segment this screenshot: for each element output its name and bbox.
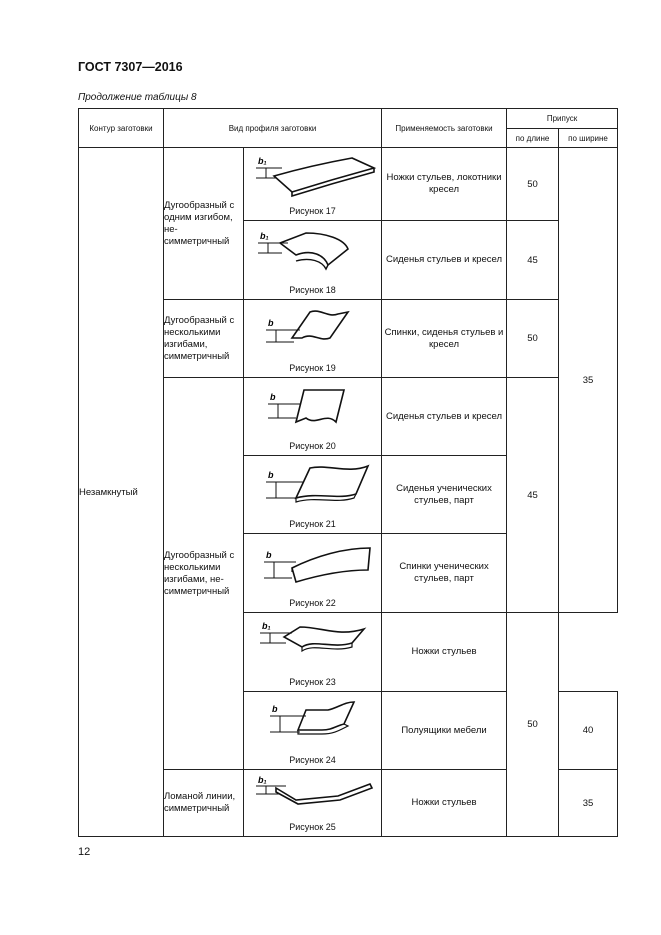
svg-text:b₁: b₁ xyxy=(260,231,269,241)
header-applicability: Применяемость заготовки xyxy=(382,109,507,148)
figure-caption: Рисунок 17 xyxy=(289,206,336,216)
allowance-table xyxy=(78,108,618,837)
svg-text:b: b xyxy=(268,318,274,328)
contour-cell: Незамкнутый xyxy=(79,148,164,837)
applicability-cell: Ножки стульев xyxy=(382,770,507,837)
svg-text:b₁: b₁ xyxy=(262,621,271,631)
applicability-cell: Сиденья стульев и кресел xyxy=(382,378,507,456)
svg-text:b₁: b₁ xyxy=(258,775,267,785)
profile-drawing-icon xyxy=(252,696,376,746)
applicability-cell: Сиденья стульев и кресел xyxy=(382,221,507,300)
by-width-cell: 40 xyxy=(559,692,618,770)
profile-drawing-icon xyxy=(252,460,376,510)
figure-caption: Рисунок 23 xyxy=(289,677,336,687)
applicability-cell: Ножки стульев, локотники кресел xyxy=(382,148,507,221)
applicability-cell: Сиденья ученических стульев, парт xyxy=(382,456,507,534)
figure-cell xyxy=(244,613,382,692)
figure-caption: Рисунок 22 xyxy=(289,598,336,608)
header-by-length: по длине xyxy=(507,129,559,148)
by-length-cell: 50 xyxy=(507,613,559,837)
figure-caption: Рисунок 19 xyxy=(289,363,336,373)
by-length-cell: 45 xyxy=(507,221,559,300)
svg-text:b: b xyxy=(266,550,272,560)
svg-text:b: b xyxy=(272,704,278,714)
shape-group-cell: Ломаной линии, симметричный xyxy=(164,770,244,837)
by-width-cell: 35 xyxy=(559,770,618,837)
by-width-cell: 35 xyxy=(559,148,618,613)
figure-caption: Рисунок 18 xyxy=(289,285,336,295)
figure-cell xyxy=(244,692,382,770)
svg-text:b: b xyxy=(268,470,274,480)
shape-group-cell: Дугообразный с несколькими изгибами, симметричный xyxy=(164,300,244,378)
figure-cell xyxy=(244,378,382,456)
profile-drawing-icon xyxy=(252,774,376,824)
profile-drawing-icon xyxy=(252,617,376,667)
figure-cell xyxy=(244,221,382,300)
by-length-cell: 45 xyxy=(507,378,559,613)
profile-drawing-icon xyxy=(252,304,376,354)
applicability-cell: Ножки стульев xyxy=(382,613,507,692)
table-continuation-label: Продолжение таблицы 8 xyxy=(78,92,197,103)
shape-group-cell: Дугообразный с одним изгибом, не-симметричный xyxy=(164,148,244,300)
svg-text:b: b xyxy=(270,392,276,402)
header-profile: Вид профиля заготовки xyxy=(164,109,382,148)
shape-group-cell: Дугообразный с несколькими изгибами, не-симметричный xyxy=(164,378,244,770)
svg-text:b₁: b₁ xyxy=(258,156,267,166)
profile-drawing-icon xyxy=(252,225,376,275)
figure-cell xyxy=(244,534,382,613)
document-title: ГОСТ 7307—2016 xyxy=(78,60,183,74)
figure-cell xyxy=(244,770,382,837)
figure-cell xyxy=(244,148,382,221)
applicability-cell: Спинки, сиденья стульев и кресел xyxy=(382,300,507,378)
figure-caption: Рисунок 21 xyxy=(289,519,336,529)
figure-caption: Рисунок 20 xyxy=(289,441,336,451)
by-length-cell: 50 xyxy=(507,148,559,221)
page-number: 12 xyxy=(78,846,91,858)
header-contour: Контур заготовки xyxy=(79,109,164,148)
profile-drawing-icon xyxy=(252,382,376,432)
header-by-width: по ширине xyxy=(559,129,618,148)
figure-caption: Рисунок 25 xyxy=(289,822,336,832)
applicability-cell: Полуящики мебели xyxy=(382,692,507,770)
figure-cell xyxy=(244,300,382,378)
figure-caption: Рисунок 24 xyxy=(289,755,336,765)
by-length-cell: 50 xyxy=(507,300,559,378)
applicability-cell: Спинки ученических стульев, парт xyxy=(382,534,507,613)
figure-cell xyxy=(244,456,382,534)
profile-drawing-icon xyxy=(252,538,376,588)
profile-drawing-icon xyxy=(252,152,376,202)
header-allowance: Припуск xyxy=(507,109,618,129)
